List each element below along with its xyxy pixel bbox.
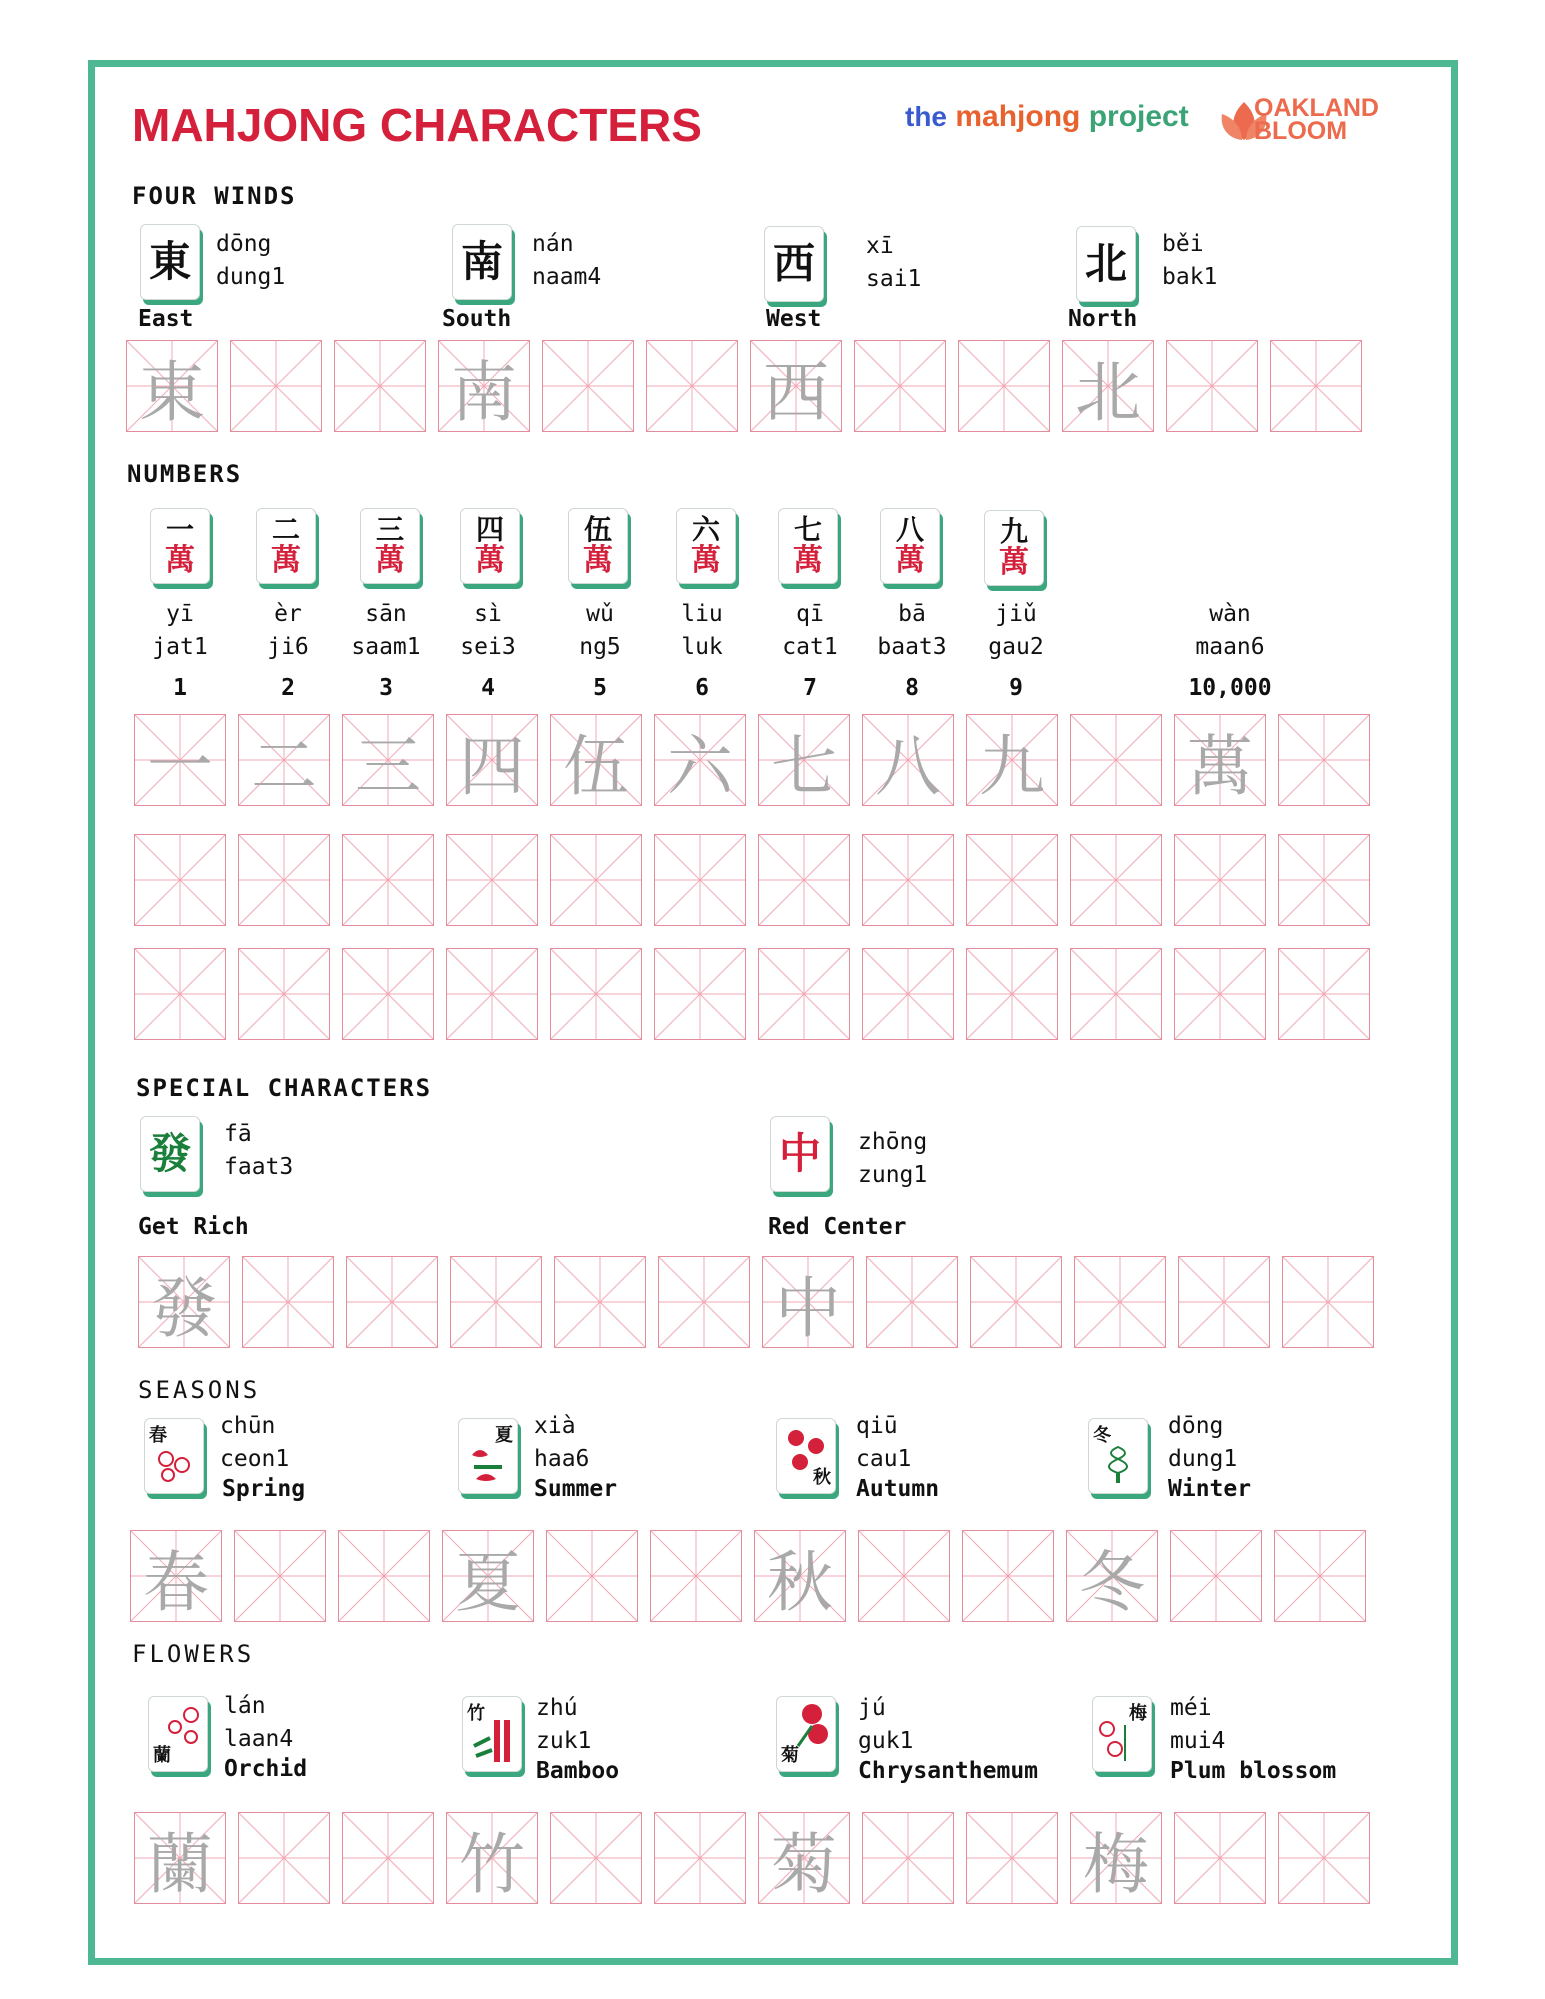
practice-box — [650, 1530, 742, 1622]
practice-box — [958, 340, 1050, 432]
practice-box — [654, 714, 746, 806]
practice-grid-seasons — [130, 1530, 1378, 1622]
pinyin-south: nán naam4 — [532, 231, 602, 290]
lotus-flower-icon — [466, 1441, 510, 1485]
pinyin-bamboo: zhú zuk1 — [536, 1695, 592, 1754]
practice-box — [1278, 834, 1370, 926]
practice-box — [862, 834, 954, 926]
practice-box — [858, 1530, 950, 1622]
practice-box — [450, 1256, 542, 1348]
label-south: South — [442, 306, 512, 332]
label-summer: Summer — [534, 1476, 618, 1502]
label-east: East — [138, 306, 194, 332]
label-north: North — [1068, 306, 1138, 332]
practice-box — [1278, 714, 1370, 806]
label-autumn: Autumn — [856, 1476, 940, 1502]
trace-character: 秋 — [767, 1543, 833, 1621]
tile-orchid: 蘭 — [148, 1696, 208, 1772]
practice-box — [342, 1812, 434, 1904]
practice-box — [338, 1530, 430, 1622]
oakland-bloom-logo — [1218, 94, 1379, 146]
tile-two-wan: 二 萬 — [256, 508, 316, 584]
practice-box — [654, 1812, 746, 1904]
practice-box — [234, 1530, 326, 1622]
practice-box — [1070, 714, 1162, 806]
practice-grid-numbers-row2 — [134, 834, 1382, 926]
trace-character: 三 — [355, 727, 421, 805]
practice-box — [238, 1812, 330, 1904]
tile-autumn: 秋 — [776, 1418, 836, 1494]
pinyin-north: běi bak1 — [1162, 231, 1218, 290]
label-winter: Winter — [1168, 1476, 1252, 1502]
tile-red-dragon: 中 — [770, 1116, 830, 1192]
trace-character: 七 — [771, 727, 837, 805]
number-info-9: jiǔ gau2 9 — [988, 601, 1044, 701]
practice-box — [658, 1256, 750, 1348]
practice-box — [550, 1812, 642, 1904]
practice-box — [238, 714, 330, 806]
practice-box — [862, 1812, 954, 1904]
tile-south: 南 — [452, 224, 512, 300]
practice-box — [134, 714, 226, 806]
tile-chrysanthemum: 菊 — [776, 1696, 836, 1772]
number-info-4: sì sei3 4 — [460, 601, 516, 701]
tile-green-dragon: 發 — [140, 1116, 200, 1192]
practice-grid-special — [138, 1256, 1386, 1348]
practice-grid-winds — [126, 340, 1374, 432]
practice-box — [1066, 1530, 1158, 1622]
trace-character: 發 — [151, 1269, 217, 1347]
trace-character: 四 — [459, 727, 525, 805]
logo2-line2: BLOOM — [1254, 117, 1348, 145]
flower-icon — [154, 1445, 194, 1485]
label-get-rich: Get Rich — [138, 1214, 249, 1240]
label-west: West — [766, 306, 822, 332]
practice-box — [1178, 1256, 1270, 1348]
brand-the: the — [905, 101, 947, 132]
practice-box — [758, 714, 850, 806]
practice-box — [866, 1256, 958, 1348]
brand-project: project — [1088, 100, 1189, 133]
brand-mahjong: mahjong — [955, 100, 1081, 133]
trace-character: 伍 — [563, 727, 629, 805]
pinyin-orchid: lán laan4 — [224, 1693, 294, 1752]
tile-west: 西 — [764, 226, 824, 302]
practice-box — [550, 834, 642, 926]
trace-character: 萬 — [1187, 727, 1253, 805]
trace-character: 六 — [667, 727, 733, 805]
practice-box — [446, 1812, 538, 1904]
trace-character: 二 — [251, 727, 317, 805]
practice-box — [1174, 948, 1266, 1040]
tile-plum-blossom: 梅 — [1092, 1696, 1152, 1772]
tile-winter: 冬 — [1088, 1418, 1148, 1494]
number-info-1: yī jat1 1 — [152, 601, 208, 701]
practice-box — [750, 340, 842, 432]
practice-box — [446, 948, 538, 1040]
number-info-2: èr ji6 2 — [267, 601, 309, 701]
practice-box — [754, 1530, 846, 1622]
practice-box — [442, 1530, 534, 1622]
practice-grid-flowers — [134, 1812, 1382, 1904]
section-title-numbers: NUMBERS — [127, 460, 243, 488]
practice-grid-numbers-row1 — [134, 714, 1382, 806]
practice-box — [346, 1256, 438, 1348]
practice-box — [758, 948, 850, 1040]
practice-box — [334, 340, 426, 432]
trace-character: 夏 — [455, 1543, 521, 1621]
tile-east: 東 — [140, 224, 200, 300]
practice-box — [1174, 1812, 1266, 1904]
label-plum-blossom: Plum blossom — [1170, 1758, 1337, 1784]
practice-box — [134, 948, 226, 1040]
label-chrysanthemum: Chrysanthemum — [858, 1758, 1039, 1784]
trace-character: 菊 — [771, 1825, 837, 1903]
tile-summer: 夏 — [458, 1418, 518, 1494]
practice-box — [854, 340, 946, 432]
practice-box — [542, 340, 634, 432]
tile-north: 北 — [1076, 226, 1136, 302]
practice-box — [966, 1812, 1058, 1904]
practice-box — [646, 340, 738, 432]
label-orchid: Orchid — [224, 1756, 308, 1782]
mahjong-project-logo — [905, 100, 1189, 134]
pinyin-zhong: zhōng zung1 — [858, 1129, 928, 1188]
practice-box — [654, 834, 746, 926]
trace-character: 蘭 — [147, 1825, 213, 1903]
label-spring: Spring — [222, 1476, 306, 1502]
trace-character: 中 — [775, 1269, 841, 1347]
practice-box — [1278, 948, 1370, 1040]
number-info-6: liu luk 6 — [681, 601, 723, 701]
pinyin-fa: fā faat3 — [224, 1121, 294, 1180]
practice-box — [762, 1256, 854, 1348]
number-info-5: wǔ ng5 5 — [579, 601, 621, 701]
trace-character: 東 — [139, 353, 205, 431]
practice-box — [550, 948, 642, 1040]
tile-bamboo: 竹 — [462, 1696, 522, 1772]
tile-six-wan: 六 萬 — [676, 508, 736, 584]
trace-character: 梅 — [1083, 1825, 1149, 1903]
practice-box — [862, 948, 954, 1040]
section-title-special: SPECIAL CHARACTERS — [136, 1074, 433, 1102]
practice-box — [1070, 948, 1162, 1040]
practice-box — [966, 948, 1058, 1040]
trace-character: 竹 — [459, 1825, 525, 1903]
number-info-wan: wàn maan6 10,000 — [1188, 601, 1272, 701]
pinyin-autumn: qiū cau1 — [856, 1413, 912, 1472]
trace-character: 春 — [143, 1543, 209, 1621]
trace-character: 一 — [147, 727, 213, 805]
number-info-3: sān saam1 3 — [351, 601, 421, 701]
logo2-line1: OAKLAND — [1254, 94, 1379, 122]
tile-seven-wan: 七 萬 — [778, 508, 838, 584]
practice-box — [550, 714, 642, 806]
pinyin-west: xī sai1 — [866, 233, 922, 292]
practice-box — [138, 1256, 230, 1348]
pinyin-winter: dōng dung1 — [1168, 1413, 1238, 1472]
practice-box — [238, 948, 330, 1040]
pinyin-spring: chūn ceon1 — [220, 1413, 290, 1472]
practice-box — [1170, 1530, 1262, 1622]
practice-box — [962, 1530, 1054, 1622]
tile-five-wan: 伍 萬 — [568, 508, 628, 584]
practice-box — [342, 834, 434, 926]
tile-nine-wan: 九 萬 — [984, 510, 1044, 586]
practice-box — [554, 1256, 646, 1348]
practice-box — [238, 834, 330, 926]
practice-box — [1282, 1256, 1374, 1348]
pinyin-plum-blossom: méi mui4 — [1170, 1695, 1226, 1754]
practice-box — [134, 834, 226, 926]
tile-four-wan: 四 萬 — [460, 508, 520, 584]
tile-eight-wan: 八 萬 — [880, 508, 940, 584]
practice-box — [758, 1812, 850, 1904]
practice-grid-numbers-row3 — [134, 948, 1382, 1040]
label-red-center: Red Center — [768, 1214, 907, 1240]
practice-box — [546, 1530, 638, 1622]
tile-one-wan: 一 萬 — [150, 508, 210, 584]
practice-box — [1174, 834, 1266, 926]
trace-character: 八 — [875, 727, 941, 805]
tile-spring: 春 — [144, 1418, 204, 1494]
practice-box — [1062, 340, 1154, 432]
practice-box — [438, 340, 530, 432]
trace-character: 九 — [979, 727, 1045, 805]
tile-three-wan: 三 萬 — [360, 508, 420, 584]
practice-box — [130, 1530, 222, 1622]
practice-box — [134, 1812, 226, 1904]
trace-character: 冬 — [1079, 1543, 1145, 1621]
section-title-flowers: FLOWERS — [132, 1640, 255, 1668]
practice-box — [966, 714, 1058, 806]
practice-box — [1166, 340, 1258, 432]
trace-character: 北 — [1075, 353, 1141, 431]
practice-box — [1070, 1812, 1162, 1904]
trace-character: 西 — [763, 353, 829, 431]
trace-character: 南 — [451, 353, 517, 431]
practice-box — [242, 1256, 334, 1348]
practice-box — [758, 834, 850, 926]
section-title-winds: FOUR WINDS — [132, 182, 297, 210]
pinyin-chrysanthemum: jú guk1 — [858, 1695, 914, 1754]
practice-box — [1174, 714, 1266, 806]
practice-box — [966, 834, 1058, 926]
page-title: MAHJONG CHARACTERS — [132, 99, 702, 151]
practice-box — [1074, 1256, 1166, 1348]
practice-box — [1278, 1812, 1370, 1904]
practice-box — [230, 340, 322, 432]
number-info-8: bā baat3 8 — [877, 601, 947, 701]
pinyin-east: dōng dung1 — [216, 231, 286, 290]
practice-box — [342, 948, 434, 1040]
practice-box — [1270, 340, 1362, 432]
practice-box — [342, 714, 434, 806]
section-title-seasons: SEASONS — [138, 1376, 261, 1404]
practice-box — [654, 948, 746, 1040]
practice-box — [446, 834, 538, 926]
practice-box — [126, 340, 218, 432]
practice-box — [970, 1256, 1062, 1348]
practice-box — [1274, 1530, 1366, 1622]
label-bamboo: Bamboo — [536, 1758, 620, 1784]
practice-box — [446, 714, 538, 806]
practice-box — [862, 714, 954, 806]
pinyin-summer: xià haa6 — [534, 1413, 590, 1472]
number-info-7: qī cat1 7 — [782, 601, 838, 701]
pine-tree-icon — [1096, 1441, 1140, 1485]
practice-box — [1070, 834, 1162, 926]
